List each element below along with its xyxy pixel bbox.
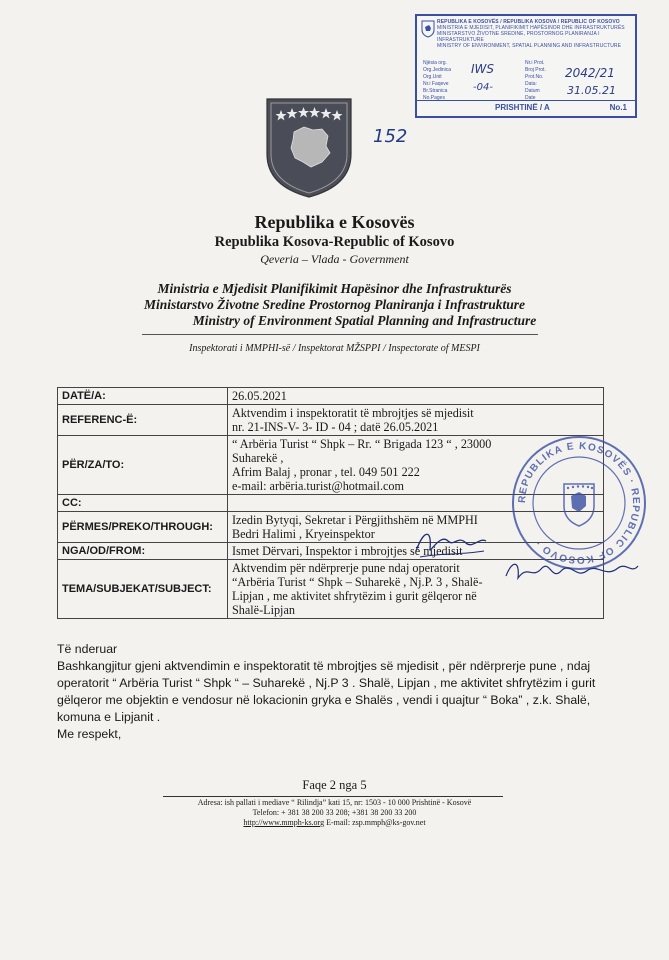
kosovo-coat-of-arms-icon: [264, 96, 354, 200]
row-label: TEMA/SUBJEKAT/SUBJECT:: [58, 560, 228, 619]
stamp-label: No.Pages: [423, 95, 445, 101]
stamp-pages-handwritten: -04-: [473, 82, 493, 93]
stamp-label: Prot.No.: [525, 74, 544, 80]
stamp-label: Org.Jedinica: [423, 67, 452, 73]
row-line: 26.05.2021: [232, 389, 287, 403]
signature-icon: [502, 556, 642, 586]
stamp-footer: [417, 100, 635, 116]
stamp-header-line: MINISTARSTVO ŽIVOTNE SREDINE, PROSTORNOG PLANIRANJA I INFRASTRUKTURE: [437, 31, 600, 43]
handwritten-number: 152: [373, 126, 408, 147]
footer-divider: [163, 796, 503, 797]
row-label: PËR/ZA/TO:: [58, 436, 228, 495]
stamp-header: [437, 19, 631, 49]
stamp-place: PRISHTINË / A: [495, 103, 550, 112]
row-label: DATË/A:: [58, 388, 228, 405]
row-label: CC:: [58, 495, 228, 512]
government-line: Qeveria – Vlada - Government: [260, 252, 409, 266]
stamp-number: No.1: [609, 103, 627, 112]
row-line: “ Arbëria Turist “ Shpk – Rr. “ Brigada 123 “ , 23000: [232, 437, 492, 451]
table-row: [58, 388, 604, 405]
row-line: Suharekë ,: [232, 451, 284, 465]
row-line: Afrim Balaj , pronar , tel. 049 501 222: [232, 465, 420, 479]
stamp-label: Br.Stranica: [423, 88, 448, 94]
row-line: Izedin Bytyqi, Sekretar i Përgjithshëm në MMPHI: [232, 513, 478, 527]
row-label: NGA/OD/FROM:: [58, 543, 228, 560]
stamp-label: Njësia org.: [423, 60, 447, 66]
official-seal-icon: [508, 432, 650, 574]
stamp-right-labels: [525, 60, 546, 102]
table-row: [58, 405, 604, 436]
registration-stamp: [415, 14, 637, 118]
footer-contacts: [0, 818, 669, 827]
header-divider: [142, 334, 538, 335]
stamp-protocol-handwritten: 2042/21: [565, 66, 615, 80]
stamp-left-labels: [423, 60, 451, 102]
stamp-date-handwritten: 31.05.21: [567, 84, 616, 97]
signature-icon: [410, 523, 490, 563]
row-value: [228, 405, 604, 436]
row-label: PËRMES/PREKO/THROUGH:: [58, 512, 228, 543]
row-line: Aktvendim i inspektoratit të mbrojtjes së mjedisit: [232, 406, 474, 420]
row-value: [228, 388, 604, 405]
letter-body: [57, 641, 637, 743]
stamp-label: Date: [525, 95, 536, 101]
row-line: Bedri Halimi , Kryeinspektor: [232, 527, 375, 541]
stamp-header-line: MINISTRY OF ENVIRONMENT, SPATIAL PLANNING AND INFRASTRUCTURE: [437, 43, 622, 49]
kosovo-emblem-icon: [421, 20, 435, 38]
page-title: Republika e Kosovës: [254, 212, 415, 232]
footer-address: Adresa: ish pallati i mediave “ Rilindja” kati 15, nr: 1503 - 10 000 Prishtinë - Kosovë: [197, 798, 472, 807]
row-line: Shalë-Lipjan: [232, 603, 295, 617]
row-line: e-mail: arbëria.turist@hotmail.com: [232, 479, 404, 493]
page-number: Faqe 2 nga 5: [302, 778, 367, 792]
row-line: nr. 21-INS-V- 3- ID - 04 ; datë 26.05.2021: [232, 420, 439, 434]
ministry-name-sq: Ministria e Mjedisit Planifikimit Hapësinor dhe Infrastrukturës: [157, 281, 512, 296]
row-line: Lipjan , me aktivitet shfrytëzim i gurit gëlqeror në: [232, 589, 477, 603]
stamp-label: Org.Unit: [423, 74, 442, 80]
row-line: Aktvendim për ndërprerje pune ndaj operatorit: [232, 561, 460, 575]
closing: Me respekt,: [57, 727, 122, 741]
stamp-label: Broj Prot.: [525, 67, 546, 73]
stamp-label: Data:: [525, 81, 537, 87]
stamp-label: Datum: [525, 88, 540, 94]
row-line: Ismet Dërvari, Inspektor i mbrojtjes së mjedisit: [232, 544, 463, 558]
ministry-name-sr: Ministarstvo Životne Sredine Prostornog Planiranja i Infrastrukture: [143, 297, 526, 312]
stamp-unit-handwritten: IWS: [471, 62, 495, 76]
body-paragraph: Bashkangjitur gjeni aktvendimin e inspektoratit të mbrojtjes së mjedisit , për ndërprerje pune , ndaj operatorit “ Arbëria Turist “ Shpk “ – Suharekë , Nj.P 3 . Shalë, Lipjan , me aktivitet shfrytëzim i gurit gëlqeror me objektin e vendosur në lokacionin gryka e Shalës , vendi i quajtur “ Boka” , z.k. Shalë, komuna e Lipjanit .: [57, 659, 596, 724]
stamp-header-line: MINISTRIA E MJEDISIT, PLANIFIKIMIT HAPËSINOR DHE INFRASTRUKTURËS: [437, 25, 625, 31]
page-subtitle: Republika Kosova-Republic of Kosovo: [214, 234, 455, 250]
inspectorate-line: Inspektorati i MMPHI-së / Inspektorat MŽSPPI / Inspectorate of MESPI: [189, 343, 480, 354]
seal-ring-text: REPUBLIKA E KOSOVËS · REPUBLIC OF KOSOVO ·: [516, 440, 642, 566]
stamp-label: Nr.i Prot.: [525, 60, 545, 66]
stamp-header-line: REPUBLIKA E KOSOVËS / REPUBLIKA KOSOVA / REPUBLIC OF KOSOVO: [437, 19, 620, 25]
footer-phone: Telefon: + 381 38 200 33 208; +381 38 200 33 200: [252, 808, 417, 817]
stamp-label: Nr.i Faqeve: [423, 81, 449, 87]
row-line: “Arbëria Turist “ Shpk – Suharekë , Nj.P. 3 , Shalë-: [232, 575, 483, 589]
greeting: Të nderuar: [57, 642, 118, 656]
footer-email: E-mail: zsp.mmph@ks-gov.net: [324, 818, 426, 827]
ministry-name-en: Ministry of Environment Spatial Planning and Infrastructure: [192, 313, 537, 328]
row-label: REFERENC-Ë:: [58, 405, 228, 436]
footer-web-link[interactable]: http://www.mmph-ks.org: [243, 818, 325, 827]
